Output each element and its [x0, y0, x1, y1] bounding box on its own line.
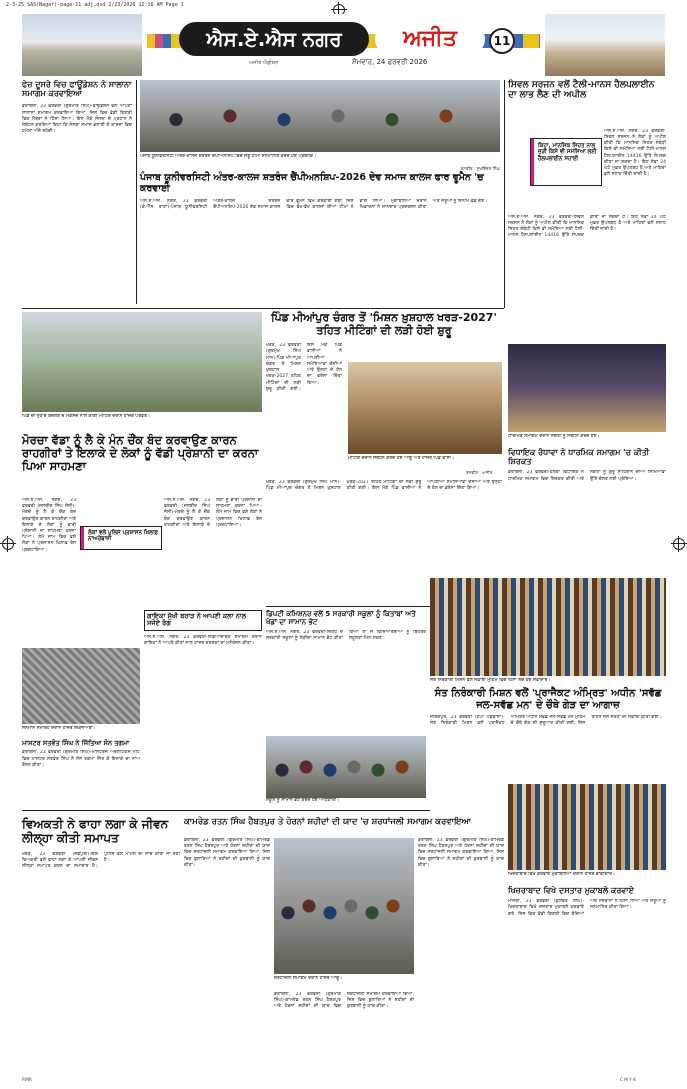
- accent-bar: [81, 527, 84, 549]
- pull-quote-box: [530, 138, 602, 186]
- article-body: ਐਸ.ਏ.ਐਸ. ਨਗਰ, 23 ਫਰਵਰੀ-ਜ਼ਿਲ੍ਹੇ ਦੇ ਸਰਕਾਰੀ ਸਕੂਲਾਂ ਨੂੰ ਲੋੜੀਂਦਾ ਸਾਮਾਨ ਭੇਟ ਕੀਤਾ ਗਿਆ ਤਾਂ ਜੋ ਵਿਦਿਆਰਥੀਆਂ ਨੂੰ ਬਿਹਤਰ ਸਹੂਲਤਾਂ ਮਿਲ ਸਕਣ।: [266, 630, 426, 642]
- photo: [430, 578, 666, 676]
- issue-date: ਸੋਮਵਾਰ, 24 ਫਰਵਰੀ 2026: [352, 58, 428, 66]
- column-rule: [504, 80, 505, 308]
- article-body-continued: ਖਰੜ, 23 ਫਰਵਰੀ (ਗੁਰਮੁੱਖ ਸਿੰਘ ਮਾਨ)-ਪਿੰਡ ਮੀਆਂਪੁਰ ਚੰਗਰ ਤੋਂ ਮਿਸ਼ਨ ਖ਼ੁਸ਼ਹਾਲ ਖਰੜ-2027 ਤਹਿਤ ਮੀਟਿੰਗਾਂ ਦੀ ਲੜੀ ਸ਼ੁਰੂ ਕੀਤੀ ਗਈ। ਇਸ ਮੌਕੇ ਪਿੰਡ ਵਾਸੀਆਂ ਨੇ ਆਪਣੀਆਂ ਸਮੱਸਿਆਵਾਂ ਦੱਸੀਆਂ ਅਤੇ ਉਨ੍ਹਾਂ ਦੇ ਹੱਲ ਦਾ ਭਰੋਸਾ ਦਿੱਤਾ ਗਿਆ।: [266, 480, 502, 492]
- headline: ਖਿਜ਼ਰਾਬਾਦ ਵਿਖੇ ਦਸਤਾਰ ਮੁਕਾਬਲੇ ਕਰਵਾਏ: [508, 886, 634, 895]
- photo-caption: ਸ਼ਰਧਾਂਜਲੀ ਸਮਾਗਮ ਦੌਰਾਨ ਹਾਜ਼ਰ ਆਗੂ।: [274, 976, 343, 981]
- headline: ਸਿਵਲ ਸਰਜਨ ਵਲੋਂ ਟੈਲੀ-ਮਾਨਸ ਹੈਲਪਲਾਈਨ ਦਾ ਲਾਭ ਲੈਣ ਦੀ ਅਪੀਲ: [508, 80, 655, 101]
- headline: ਮਾਸਟਰ ਸਤਵੰਤ ਸਿੰਘ ਨੇ ਜਿੱਤਿਆ ਸੋਨ ਤਗਮਾ: [22, 739, 130, 747]
- article-suicide: [22, 818, 180, 1070]
- newspaper-brand: ਅਜੀਤ: [375, 22, 485, 56]
- headline: ਪੰਜਾਬ ਯੂਨੀਵਰਸਿਟੀ ਅੰਤਰ-ਕਾਲਜ ਸ਼ਤਰੰਜ ਚੈਂਪੀਅਨਸ਼ਿਪ-2026 ਦੇਵ ਸਮਾਜ ਕਾਲਜ ਫਾਰ ਵੂਮੈਨ 'ਚ ਕਰਵਾਈ: [140, 172, 484, 194]
- article-mission-khushhal: [266, 312, 502, 604]
- article-body: ਖਰੜ, 23 ਫਰਵਰੀ (ਜੰਡਪੁਰੀ)-ਇਕ ਵਿਅਕਤੀ ਵਲੋਂ ਫਾਹਾ ਲਗਾ ਕੇ ਆਪਣੀ ਜੀਵਨ ਲੀਲ੍ਹਾ ਸਮਾਪਤ ਕਰਨ ਦਾ ਸਮਾਚਾਰ ਹੈ। ਪੁਲਿਸ ਵਲੋਂ ਮਾਮਲੇ ਦੀ ਜਾਂਚ ਕੀਤੀ ਜਾ ਰਹੀ ਹੈ।: [22, 851, 180, 869]
- headline: ਵਿਧਾਇਕ ਰੰਧਾਵਾ ਨੇ ਧਾਰਮਿਕ ਸਮਾਗਮ 'ਚ ਕੀਤੀ ਸ਼ਿਰਕਤ: [508, 448, 650, 467]
- article-chess-championship: [140, 80, 500, 306]
- photo-caption: ਸਨਮਾਨ ਸਮਾਰੋਹ ਦੌਰਾਨ ਹਾਜ਼ਰ ਸ਼ਖ਼ਸੀਅਤਾਂ।: [22, 726, 96, 731]
- masthead: [22, 14, 665, 76]
- article-body-continued: ਡੇਰਾਬੱਸੀ, 23 ਫਰਵਰੀ (ਗੁਰਮੀਤ ਸਿੰਘ)-ਕਾਮਰੇਡ ਰਤਨ ਸਿੰਘ ਹੈਬਤਪੁਰ ਅਤੇ ਹੋਰਨਾਂ ਸ਼ਹੀਦਾਂ ਦੀ ਯਾਦ ਵਿਚ ਸ਼ਰਧਾਂਜਲੀ ਸਮਾਗਮ ਕਰਵਾਇਆ ਗਿਆ, ਜਿਸ ਵਿਚ ਬੁਲਾਰਿਆਂ ਨੇ ਸ਼ਹੀਦਾਂ ਦੀ ਕੁਰਬਾਨੀ ਨੂੰ ਯਾਦ ਕੀਤਾ।: [274, 992, 414, 1010]
- photo-credit: ਤਸਵੀਰ : ਸੁਖਵਿੰਦਰ ਸਿੰਘ: [460, 166, 500, 171]
- article-body-right: ਐਸ.ਏ.ਐਸ. ਨਗਰ, 23 ਫਰਵਰੀ (ਜਸਬੀਰ ਸਿੰਘ ਜੱਸੀ)-ਮੋਰਚੇ ਨੂੰ ਲੈ ਕੇ ਚੌਂਕ ਬੰਦ ਕਰਵਾਉਣ ਕਾਰਨ ਰਾਹਗੀਰਾਂ ਅਤੇ ਇਲਾਕੇ ਦੇ ਲੋਕਾਂ ਨੂੰ ਭਾਰੀ ਪ੍ਰੇਸ਼ਾਨੀ ਦਾ ਸਾਹਮਣਾ ਕਰਨਾ ਪਿਆ। ਲੰਮੇ ਜਾਮ ਵਿਚ ਫਸੇ ਲੋਕਾਂ ਨੇ ਪ੍ਰਸ਼ਾਸਨ ਖ਼ਿਲਾਫ਼ ਰੋਸ ਪ੍ਰਗਟਾਇਆ।: [164, 498, 262, 528]
- article-body: ਮਾਜਰੀ, 23 ਫਰਵਰੀ (ਕੁਲਵੰਤ ਸਿੰਘ)-ਖਿਜ਼ਰਾਬਾਦ ਵਿਖੇ ਦਸਤਾਰ ਮੁਕਾਬਲੇ ਕਰਵਾਏ ਗਏ, ਜਿਸ ਵਿਚ ਵੱਡੀ ਗਿਣਤੀ ਵਿਚ ਬੱਚਿਆਂ ਅਤੇ ਨੌਜਵਾਨਾਂ ਨੇ ਹਿੱਸਾ ਲਿਆ ਅਤੇ ਜੇਤੂਆਂ ਨੂੰ ਸਨਮਾਨਿਤ ਕੀਤਾ ਗਿਆ।: [508, 899, 666, 917]
- headline: ਸੰਤ ਨਿਰੰਕਾਰੀ ਮਿਸ਼ਨ ਵਲੋਂ 'ਪ੍ਰਾਜੈਕਟ ਅੰਮ੍ਰਿਤ' ਅਧੀਨ 'ਸਵੱਛ ਜਲ-ਸਵੱਛ ਮਨ' ਦੇ ਚੌਥੇ ਗੇੜ ਦਾ ਆਗਾਜ਼: [434, 688, 662, 711]
- photo-caption: ਖਿਜ਼ਰਾਬਾਦ ਵਿਖੇ ਕਰਵਾਏ ਮੁਕਾਬਲਿਆਂ ਦੌਰਾਨ ਹਾਜ਼ਰ ਭਾਗੀਦਾਰ।: [508, 872, 616, 877]
- article-comrade-ratan: [184, 818, 504, 1070]
- print-line: 2-3-25 SAS(Nagar)-page-11 adj.qxd 2/23/2026 12:16 AM Page 1: [6, 2, 184, 8]
- photo: [274, 838, 414, 974]
- photo: [22, 648, 140, 724]
- article-body: ਐਸ.ਏ.ਐਸ. ਨਗਰ, 23 ਫਰਵਰੀ-ਸੱਭਿਆਚਾਰਕ ਸਮਾਗਮ ਦੌਰਾਨ ਗਾਇਕਾ ਨੇ ਆਪਣੇ ਗੀਤਾਂ ਨਾਲ ਹਾਜ਼ਰ ਦਰਸ਼ਕਾਂ ਦਾ ਮਨੋਰੰਜਨ ਕੀਤਾ।: [144, 634, 262, 647]
- article-body: ਡੇਰਾਬੱਸੀ, 23 ਫਰਵਰੀ-ਹਲਕਾ ਵਿਧਾਇਕ ਨੇ ਧਾਰਮਿਕ ਸਮਾਗਮ ਵਿਚ ਸ਼ਿਰਕਤ ਕੀਤੀ ਅਤੇ ਸੰਗਤਾਂ ਨੂੰ ਗੁਰੂ ਸਾਹਿਬਾਨ ਦੀਆਂ ਸਿੱਖਿਆਵਾਂ ਉੱਤੇ ਚੱਲਣ ਲਈ ਪ੍ਰੇਰਿਆ।: [508, 470, 666, 482]
- accent-bar: [531, 139, 534, 185]
- headline: ਮੋਰਚਾ ਵੱਡਾ ਨੂੰ ਲੈ ਕੇ ਮੰਨ ਚੌਂਕ ਬੰਦ ਕਰਵਾਉਣ ਕਾਰਨ ਰਾਹਗੀਰਾਂ ਤੇ ਇਲਾਕੇ ਦੇ ਲੋਕਾਂ ਨੂੰ ਵੱਡੀ ਪ੍ਰੇਸ਼ਾਨੀ ਦਾ ਕਰਨਾ ਪਿਆ ਸਾਹਮਣਾ: [22, 433, 259, 474]
- article-singer: [144, 610, 262, 806]
- article-civil-surgeon: [508, 80, 666, 342]
- pull-quote: ਕਿਹਾ, ਮਾਨਸਿਕ ਸਿਹਤ ਨਾਲ ਜੁੜੀ ਕਿਸੇ ਵੀ ਸਮੱਸਿਆ ਲਈ ਹੈਲਪਲਾਈਨ ਸਹਾਈ: [538, 143, 597, 162]
- section-rule: [22, 810, 430, 811]
- photo-caption: ਪਿੰਡ ਦੀ ਨੁਹਾਰ ਬਦਲਣ ਦੇ ਮਕਸਦ ਨਾਲ ਕੀਤੀ ਮੀਟਿੰਗ ਦੌਰਾਨ ਹਾਜ਼ਰ ਪਤਵੰਤੇ।: [22, 414, 151, 419]
- box-quote: [80, 526, 162, 550]
- masthead-photo-right: [545, 14, 665, 76]
- article-body-top: ਐਸ.ਏ.ਐਸ. ਨਗਰ, 23 ਫਰਵਰੀ-ਸਿਵਲ ਸਰਜਨ ਨੇ ਲੋਕਾਂ ਨੂੰ ਅਪੀਲ ਕੀਤੀ ਕਿ ਮਾਨਸਿਕ ਸਿਹਤ ਸੰਬੰਧੀ ਕਿਸੇ ਵੀ ਸਮੱਸਿਆ ਲਈ ਟੈਲੀ-ਮਾਨਸ ਹੈਲਪਲਾਈਨ 14416 ਉੱਤੇ ਸੰਪਰਕ ਕੀਤਾ ਜਾ ਸਕਦਾ ਹੈ। ਇਹ ਸੇਵਾ 24 ਘੰਟੇ ਮੁਫ਼ਤ ਉਪਲਬਧ ਹੈ ਅਤੇ ਮਾਹਿਰਾਂ ਵਲੋਂ ਸਲਾਹ ਦਿੱਤੀ ਜਾਂਦੀ ਹੈ।: [604, 128, 666, 178]
- registration-mark-icon: [673, 538, 685, 550]
- article-nirankari-mission: [430, 578, 666, 780]
- photo-caption: ਸਕੂਲ ਨੂੰ ਸਾਮਾਨ ਭੇਟ ਕਰਦੇ ਹੋਏ ਅਧਿਕਾਰੀ।: [266, 798, 340, 804]
- column-rule: [136, 80, 137, 304]
- photo-caption: ਸੰਤ ਨਿਰੰਕਾਰੀ ਮਿਸ਼ਨ ਵਲੋਂ ਸਫ਼ਾਈ ਮੁਹਿੰਮ ਵਿਚ ਹਿੱਸਾ ਲੈਂਦੇ ਹੋਏ ਸੇਵਾਦਾਰ।: [430, 678, 551, 683]
- headline: ਫੇਜ਼ ਦੂਸਰੇ ਵਿਚ ਫਾਊਂਡੇਸ਼ਨ ਨੇ ਸਾਲਾਨਾ ਸਮਾਗਮ ਕਰਵਾਇਆ: [22, 80, 132, 99]
- article-mla-randhawa: [508, 344, 666, 574]
- photo: [508, 344, 666, 432]
- headline: ਗਾਇਕਾ ਸੁੱਖੀ ਬਰਾੜ ਨੇ ਆਪਣੀ ਕਲਾ ਨਾਲ ਸਜੋਏ ਰੰਗ: [147, 612, 247, 628]
- article-deputy-commissioner: [266, 610, 426, 806]
- headline-box: [144, 610, 262, 631]
- article-body: ਐਸ.ਏ.ਐਸ. ਨਗਰ, 23 ਫਰਵਰੀ-ਸਿਵਲ ਸਰਜਨ ਨੇ ਲੋਕਾਂ ਨੂੰ ਅਪੀਲ ਕੀਤੀ ਕਿ ਮਾਨਸਿਕ ਸਿਹਤ ਸੰਬੰਧੀ ਕਿਸੇ ਵੀ ਸਮੱਸਿਆ ਲਈ ਟੈਲੀ-ਮਾਨਸ ਹੈਲਪਲਾਈਨ 14416 ਉੱਤੇ ਸੰਪਰਕ ਕੀਤਾ ਜਾ ਸਕਦਾ ਹੈ। ਇਹ ਸੇਵਾ 24 ਘੰਟੇ ਮੁਫ਼ਤ ਉਪਲਬਧ ਹੈ ਅਤੇ ਮਾਹਿਰਾਂ ਵਲੋਂ ਸਲਾਹ ਦਿੱਤੀ ਜਾਂਦੀ ਹੈ।: [508, 214, 666, 239]
- article-body: ਐਸ.ਏ.ਐਸ. ਨਗਰ, 23 ਫਰਵਰੀ (ਕੇ.ਐੱਸ. ਰਾਣਾ)-ਪੰਜਾਬ ਯੂਨੀਵਰਸਿਟੀ ਅੰਤਰ-ਕਾਲਜ ਸ਼ਤਰੰਜ ਚੈਂਪੀਅਨਸ਼ਿਪ-2026 ਦੇਵ ਸਮਾਜ ਕਾਲਜ ਫਾਰ ਵੂਮੈਨ ਵਿਖੇ ਕਰਵਾਈ ਗਈ, ਜਿਸ ਵਿਚ ਵੱਖ-ਵੱਖ ਕਾਲਜਾਂ ਦੀਆਂ ਟੀਮਾਂ ਨੇ ਭਾਗ ਲਿਆ। ਮੁਕਾਬਲਿਆਂ ਦੌਰਾਨ ਖਿਡਾਰਨਾਂ ਨੇ ਸ਼ਾਨਦਾਰ ਪ੍ਰਦਰਸ਼ਨ ਕੀਤਾ ਅਤੇ ਜੇਤੂਆਂ ਨੂੰ ਇਨਾਮ ਵੰਡੇ ਗਏ।: [140, 198, 488, 211]
- page-number: 11: [489, 28, 515, 54]
- registration-mark-icon: [2, 538, 14, 550]
- headline: ਪਿੰਡ ਮੀਆਂਪੁਰ ਚੰਗਰ ਤੋਂ 'ਮਿਸ਼ਨ ਖ਼ੁਸ਼ਹਾਲ ਖਰੜ-2027' ਤਹਿਤ ਮੀਟਿੰਗਾਂ ਦੀ ਲੜੀ ਹੋਈ ਸ਼ੁਰੂ: [271, 311, 497, 337]
- photo: [348, 362, 502, 454]
- footer-left: P.MR: [22, 1077, 32, 1082]
- headline: ਡਿਪਟੀ ਕਮਿਸ਼ਨਰ ਵਲੋਂ 5 ਸਰਕਾਰੀ ਸਕੂਲਾਂ ਨੂੰ ਕਿਤਾਬਾਂ ਅਤੇ ਖੇਡਾਂ ਦਾ ਸਾਮਾਨ ਭੇਟ: [266, 610, 416, 627]
- article-body: ਡੇਰਾਬੱਸੀ, 23 ਫਰਵਰੀ (ਗੁਰਮੀਤ ਸਿੰਘ)-ਫਾਊਂਡੇਸ਼ਨ ਵਲੋਂ ਆਪਣਾ ਸਾਲਾਨਾ ਸਮਾਗਮ ਕਰਵਾਇਆ ਗਿਆ, ਜਿਸ ਵਿਚ ਵੱਡੀ ਗਿਣਤੀ ਵਿਚ ਮੈਂਬਰਾਂ ਨੇ ਹਿੱਸਾ ਲਿਆ। ਇਸ ਮੌਕੇ ਸੰਸਥਾ ਦੇ ਪ੍ਰਧਾਨ ਨੇ ਸੰਬੋਧਨ ਕਰਦਿਆਂ ਕਿਹਾ ਕਿ ਸੰਸਥਾ ਸਮਾਜ ਭਲਾਈ ਦੇ ਕਾਰਜਾਂ ਵਿਚ ਹਮੇਸ਼ਾ ਅੱਗੇ ਰਹੇਗੀ।: [22, 104, 132, 135]
- photo-caption: ਪੰਜਾਬ ਯੂਨੀਵਰਸਿਟੀ ਅੰਤਰ-ਕਾਲਜ ਸ਼ਤਰੰਜ ਚੈਂਪੀਅਨਸ਼ਿਪ ਵਿਚ ਜੇਤੂ ਟੀਮਾਂ ਸਨਮਾਨਿਤ ਕਰਦੇ ਹੋਏ ਪ੍ਰਬੰਧਕ।: [140, 154, 317, 159]
- article-body: ਡੇਰਾਬੱਸੀ, 23 ਫਰਵਰੀ (ਗੁਰਮੀਤ ਸਿੰਘ)-ਕਾਮਰੇਡ ਰਤਨ ਸਿੰਘ ਹੈਬਤਪੁਰ ਅਤੇ ਹੋਰਨਾਂ ਸ਼ਹੀਦਾਂ ਦੀ ਯਾਦ ਵਿਚ ਸ਼ਰਧਾਂਜਲੀ ਸਮਾਗਮ ਕਰਵਾਇਆ ਗਿਆ, ਜਿਸ ਵਿਚ ਬੁਲਾਰਿਆਂ ਨੇ ਸ਼ਹੀਦਾਂ ਦੀ ਕੁਰਬਾਨੀ ਨੂੰ ਯਾਦ ਕੀਤਾ।: [184, 838, 270, 868]
- photo-caption: ਧਾਰਮਿਕ ਸਮਾਗਮ ਦੌਰਾਨ ਸੰਗਤਾਂ ਨੂੰ ਸੰਬੋਧਨ ਕਰਦੇ ਹੋਏ।: [508, 434, 600, 439]
- masthead-photo-left: [22, 14, 142, 76]
- article-body: ਡੇਰਾਬੱਸੀ, 23 ਫਰਵਰੀ (ਗੁਰਮੀਤ ਸਿੰਘ)-ਮਾਸਟਰਜ਼ ਅਥਲੈਟਿਕਸ ਮੀਟ ਵਿਚ ਮਾਸਟਰ ਸਤਵੰਤ ਸਿੰਘ ਨੇ ਸੋਨ ਤਗਮਾ ਜਿੱਤ ਕੇ ਇਲਾਕੇ ਦਾ ਨਾਂਅ ਰੌਸ਼ਨ ਕੀਤਾ।: [22, 750, 140, 768]
- article-foundation: [22, 80, 132, 276]
- headline: ਵਿਅਕਤੀ ਨੇ ਫਾਹਾ ਲਗਾ ਕੇ ਜੀਵਨ ਲੀਲ੍ਹਾ ਕੀਤੀ ਸਮਾਪਤ: [22, 817, 169, 845]
- article-master-satwant: [22, 648, 140, 806]
- article-body: ਜ਼ੀਰਕਪੁਰ, 23 ਫਰਵਰੀ (ਹੈਪੀ ਪੰਡਵਾਲਾ)-ਸੰਤ ਨਿਰੰਕਾਰੀ ਮਿਸ਼ਨ ਵਲੋਂ ਪ੍ਰਾਜੈਕਟ ਅੰਮ੍ਰਿਤ ਅਧੀਨ ਸਵੱਛ ਜਲ-ਸਵੱਛ ਮਨ ਮੁਹਿੰਮ ਦੇ ਚੌਥੇ ਗੇੜ ਦੀ ਸ਼ੁਰੂਆਤ ਕੀਤੀ ਗਈ, ਜਿਸ ਤਹਿਤ ਜਲ ਸਰੋਤਾਂ ਦੀ ਸਫ਼ਾਈ ਕੀਤੀ ਗਈ।: [430, 715, 662, 727]
- article-body: ਐਸ.ਏ.ਐਸ. ਨਗਰ, 23 ਫਰਵਰੀ (ਜਸਬੀਰ ਸਿੰਘ ਜੱਸੀ)-ਮੋਰਚੇ ਨੂੰ ਲੈ ਕੇ ਚੌਂਕ ਬੰਦ ਕਰਵਾਉਣ ਕਾਰਨ ਰਾਹਗੀਰਾਂ ਅਤੇ ਇਲਾਕੇ ਦੇ ਲੋਕਾਂ ਨੂੰ ਭਾਰੀ ਪ੍ਰੇਸ਼ਾਨੀ ਦਾ ਸਾਹਮਣਾ ਕਰਨਾ ਪਿਆ। ਲੰਮੇ ਜਾਮ ਵਿਚ ਫਸੇ ਲੋਕਾਂ ਨੇ ਪ੍ਰਸ਼ਾਸਨ ਖ਼ਿਲਾਫ਼ ਰੋਸ ਪ੍ਰਗਟਾਇਆ।: [22, 498, 76, 553]
- masthead-center: [147, 14, 540, 76]
- photo-caption: ਮੀਟਿੰਗ ਦੌਰਾਨ ਸੰਬੋਧਨ ਕਰਦੇ ਹੋਏ ਆਗੂ ਅਤੇ ਹਾਜ਼ਰ ਪਿੰਡ ਵਾਸੀ।: [348, 456, 455, 461]
- photo-credit: ਤਸਵੀਰ : ਅਜੀਤ: [466, 470, 493, 475]
- section-title: ਐਸ.ਏ.ਐਸ ਨਗਰ: [179, 22, 369, 56]
- photo: [22, 312, 262, 412]
- photo: [266, 736, 426, 798]
- photo: [140, 80, 500, 152]
- edition-label: ਅਜੀਤ ਐਡੀਸ਼ਨ: [249, 60, 279, 66]
- headline: ਕਾਮਰੇਡ ਰਤਨ ਸਿੰਘ ਹੈਬਤਪੁਰ ਤੇ ਹੋਰਨਾਂ ਸ਼ਹੀਦਾਂ ਦੀ ਯਾਦ 'ਚ ਸ਼ਰਧਾਂਜਲੀ ਸਮਾਗਮ ਕਰਵਾਇਆ: [184, 817, 471, 827]
- box-quote-text: ਲੋਕਾਂ ਵਲੋਂ ਪੁਲਿਸ ਪ੍ਰਸ਼ਾਸਨ ਖ਼ਿਲਾਫ਼ ਨਾਅਰੇਬਾਜ਼ੀ: [88, 530, 159, 543]
- section-rule: [22, 308, 504, 309]
- article-body-right: ਡੇਰਾਬੱਸੀ, 23 ਫਰਵਰੀ (ਗੁਰਮੀਤ ਸਿੰਘ)-ਕਾਮਰੇਡ ਰਤਨ ਸਿੰਘ ਹੈਬਤਪੁਰ ਅਤੇ ਹੋਰਨਾਂ ਸ਼ਹੀਦਾਂ ਦੀ ਯਾਦ ਵਿਚ ਸ਼ਰਧਾਂਜਲੀ ਸਮਾਗਮ ਕਰਵਾਇਆ ਗਿਆ, ਜਿਸ ਵਿਚ ਬੁਲਾਰਿਆਂ ਨੇ ਸ਼ਹੀਦਾਂ ਦੀ ਕੁਰਬਾਨੀ ਨੂੰ ਯਾਦ ਕੀਤਾ।: [418, 838, 504, 868]
- article-khizrabad: [508, 784, 666, 1070]
- photo: [508, 784, 666, 870]
- footer-right: C M Y K: [620, 1077, 636, 1082]
- article-body: ਖਰੜ, 23 ਫਰਵਰੀ (ਗੁਰਮੁੱਖ ਸਿੰਘ ਮਾਨ)-ਪਿੰਡ ਮੀਆਂਪੁਰ ਚੰਗਰ ਤੋਂ ਮਿਸ਼ਨ ਖ਼ੁਸ਼ਹਾਲ ਖਰੜ-2027 ਤਹਿਤ ਮੀਟਿੰਗਾਂ ਦੀ ਲੜੀ ਸ਼ੁਰੂ ਕੀਤੀ ਗਈ। ਇਸ ਮੌਕੇ ਪਿੰਡ ਵਾਸੀਆਂ ਨੇ ਆਪਣੀਆਂ ਸਮੱਸਿਆਵਾਂ ਦੱਸੀਆਂ ਅਤੇ ਉਨ੍ਹਾਂ ਦੇ ਹੱਲ ਦਾ ਭਰੋਸਾ ਦਿੱਤਾ ਗਿਆ।: [266, 343, 342, 392]
- photo-left-block: [22, 312, 262, 428]
